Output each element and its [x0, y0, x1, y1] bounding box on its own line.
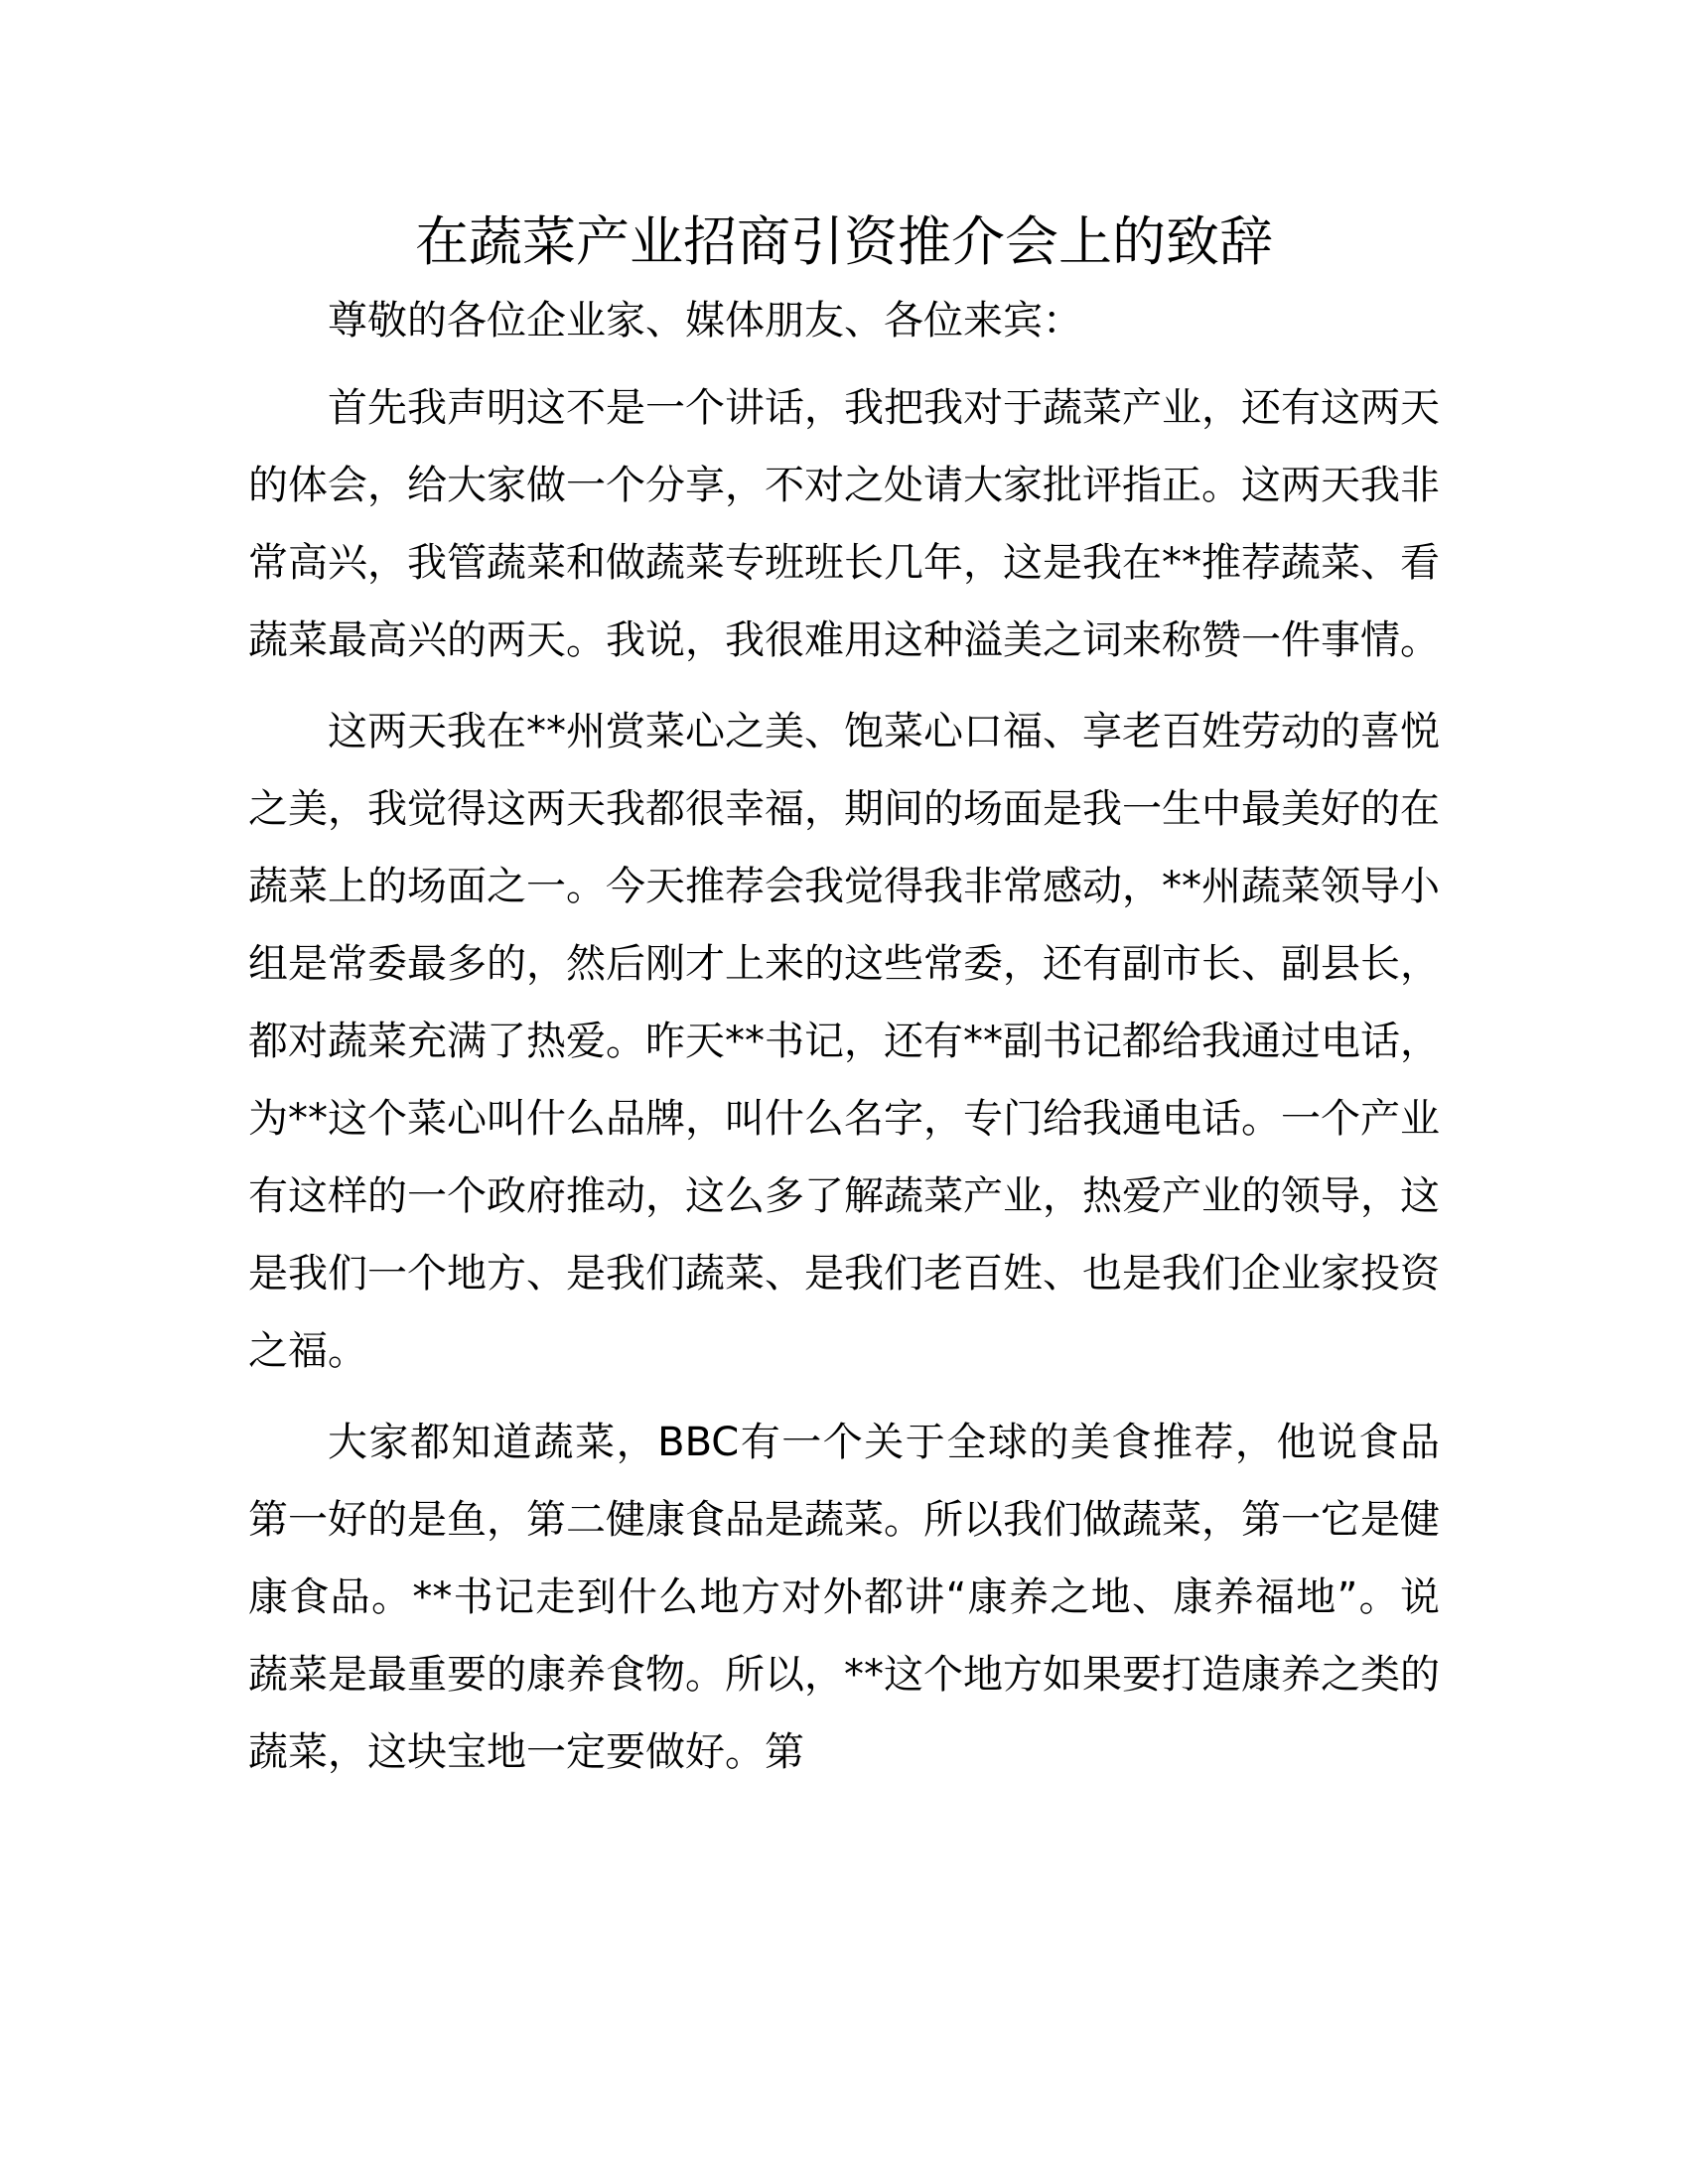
document-body — [248, 203, 1440, 1805]
paragraph-3: 大家都知道蔬菜，BBC有一个关于全球的美食推荐，他说食品第一好的是鱼，第二健康食品是蔬菜。所以我们做蔬菜，第一它是健康食品。**书记走到什么地方对外都讲“康养之地、康养福地”。说蔬菜是最重要的康养食物。所以，**这个地方如果要打造康养之类的蔬菜，这块宝地一定要做好。第 — [248, 1420, 1440, 1775]
paragraph-1: 首先我声明这不是一个讲话，我把我对于蔬菜产业，还有这两天的体会，给大家做一个分享，不对之处请大家批评指正。这两天我非常高兴，我管蔬菜和做蔬菜专班班长几年，这是我在**推荐蔬菜、看蔬菜最高兴的两天。我说，我很难用这种溢美之词来称赞一件事情。 — [248, 385, 1440, 663]
paragraph-2: 这两天我在**州赏菜心之美、饱菜心口福、享老百姓劳动的喜悦之美，我觉得这两天我都很幸福，期间的场面是我一生中最美好的在蔬菜上的场面之一。今天推荐会我觉得我非常感动，**州蔬菜领导小组是常委最多的，然后刚才上来的这些常委，还有副市长、副县长，都对蔬菜充满了热爱。昨天**书记，还有**副书记都给我通过电话，为**这个菜心叫什么品牌，叫什么名字，专门给我通电话。一个产业有这样的一个政府推动，这么多了解蔬菜产业，热爱产业的领导，这是我们一个地方、是我们蔬菜、是我们老百姓、也是我们企业家投资之福。 — [248, 709, 1440, 1374]
salutation: 尊敬的各位企业家、媒体朋友、各位来宾： — [328, 298, 1082, 343]
document-title: 在蔬菜产业招商引资推介会上的致辞 — [415, 210, 1273, 273]
